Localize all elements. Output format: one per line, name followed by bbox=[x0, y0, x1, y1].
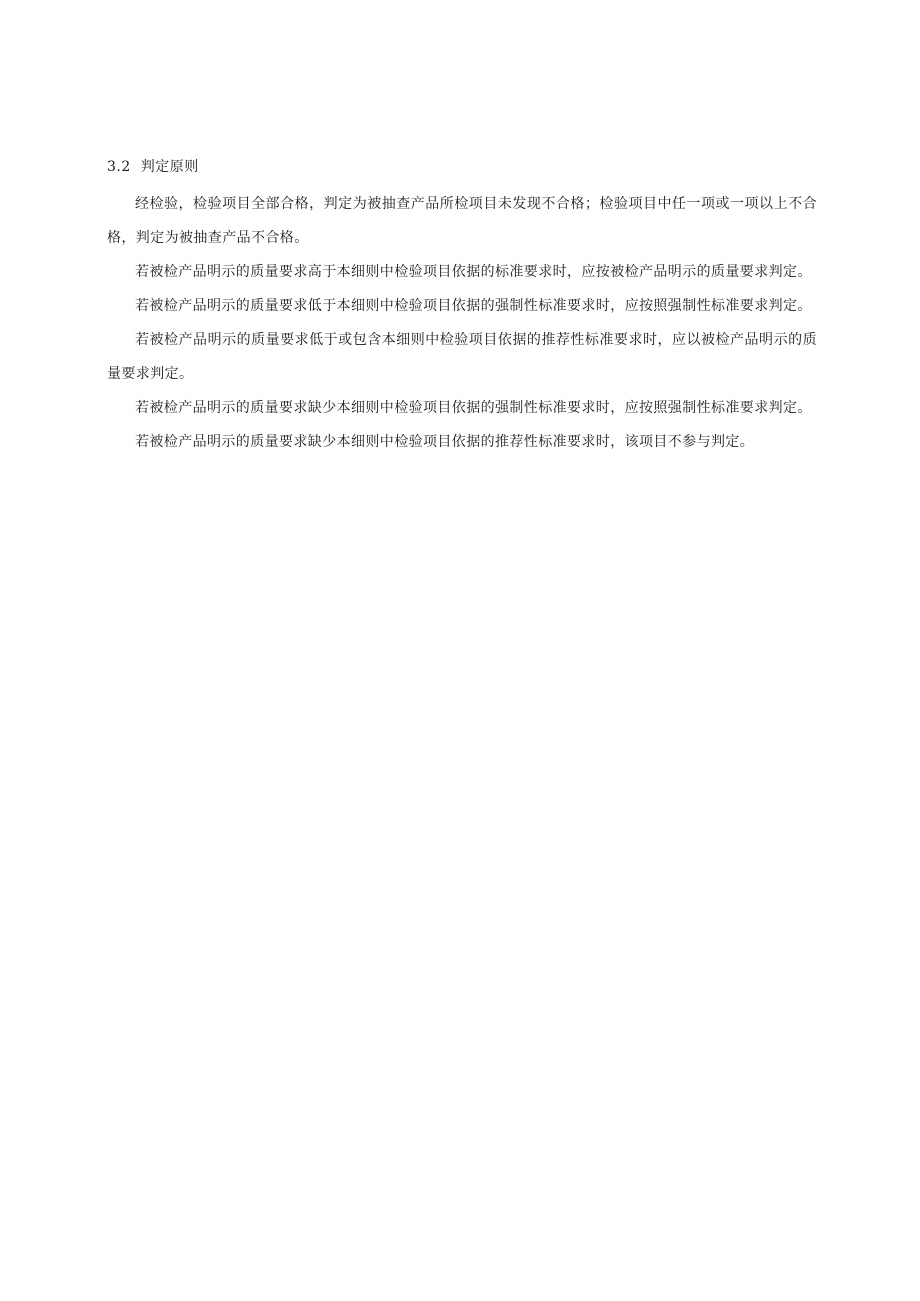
paragraph-4: 若被检产品明示的质量要求低于或包含本细则中检验项目依据的推荐性标准要求时，应以被检产品明示的质量要求判定。 bbox=[107, 332, 817, 382]
paragraph-2: 若被检产品明示的质量要求高于本细则中检验项目依据的标准要求时，应按被检产品明示的质量要求判定。 bbox=[135, 264, 812, 280]
section-heading bbox=[107, 155, 817, 179]
section-number: 3.2 bbox=[107, 159, 131, 175]
document-content bbox=[107, 155, 817, 459]
paragraph-1: 经检验，检验项目全部合格，判定为被抽查产品所检项目未发现不合格；检验项目中任一项或一项以上不合格，判定为被抽查产品不合格。 bbox=[107, 196, 817, 246]
section-title: 判定原则 bbox=[140, 159, 199, 175]
paragraph-3: 若被检产品明示的质量要求低于本细则中检验项目依据的强制性标准要求时，应按照强制性标准要求判定。 bbox=[135, 298, 812, 314]
paragraph-5: 若被检产品明示的质量要求缺少本细则中检验项目依据的强制性标准要求时，应按照强制性标准要求判定。 bbox=[135, 400, 812, 416]
paragraph-6: 若被检产品明示的质量要求缺少本细则中检验项目依据的推荐性标准要求时，该项目不参与判定。 bbox=[135, 434, 755, 450]
